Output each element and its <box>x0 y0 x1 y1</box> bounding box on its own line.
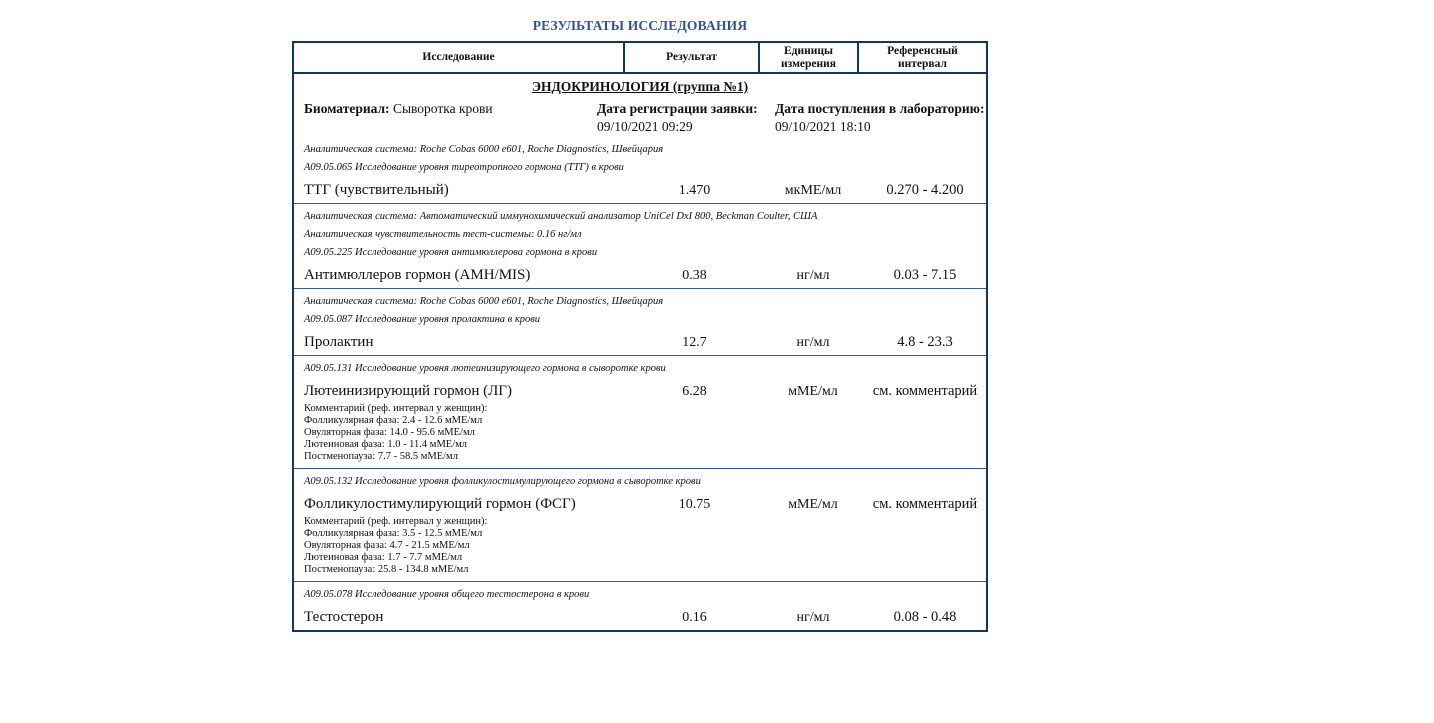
comment-line: Фолликулярная фаза: 2.4 - 12.6 мМЕ/мл <box>304 415 483 426</box>
comment-line: Лютеиновая фаза: 1.7 - 7.7 мМЕ/мл <box>304 552 463 563</box>
report-title: РЕЗУЛЬТАТЫ ИССЛЕДОВАНИЯ <box>532 18 748 33</box>
test-name: Тестостерон <box>304 609 384 625</box>
test-reference: см. комментарий <box>872 496 978 512</box>
comment-line: Лютеиновая фаза: 1.0 - 11.4 мМЕ/мл <box>304 439 467 450</box>
test-reference: 4.8 - 23.3 <box>897 334 953 350</box>
test-block-prolactin <box>294 288 986 355</box>
test-units: нг/мл <box>796 335 830 350</box>
test-result: 0.38 <box>682 268 707 283</box>
received-date-value: 09/10/2021 18:10 <box>775 119 871 134</box>
test-block-lh <box>294 355 986 468</box>
received-date-field <box>775 101 986 135</box>
test-code-note: А09.05.065 Исследование уровня тиреотропного гормона (ТТГ) в крови <box>304 162 624 173</box>
lab-report-document <box>292 18 988 632</box>
test-reference: 0.03 - 7.15 <box>893 267 957 283</box>
registration-date-value: 09/10/2021 09:29 <box>597 119 693 134</box>
test-result: 10.75 <box>678 497 711 512</box>
table-row <box>294 495 986 514</box>
test-units: мМЕ/мл <box>788 497 838 512</box>
test-block-testosterone <box>294 581 986 630</box>
table-row <box>294 266 986 285</box>
comment-line: Постменопауза: 7.7 - 58.5 мМЕ/мл <box>304 451 458 462</box>
test-units: мкМЕ/мл <box>784 183 842 198</box>
test-units: мМЕ/мл <box>788 384 838 399</box>
comment-line: Постменопауза: 25.8 - 134.8 мМЕ/мл <box>304 564 469 575</box>
test-name: ТТГ (чувствительный) <box>304 182 449 198</box>
results-table <box>292 41 988 632</box>
table-row <box>294 608 986 627</box>
test-result: 6.28 <box>682 384 707 399</box>
analytical-system-note: Аналитическая система: Roche Cobas 6000 e601, Roche Diagnostics, Швейцария <box>304 144 664 155</box>
comment-line: Комментарий (реф. интервал у женщин): <box>304 403 488 414</box>
registration-date-label: Дата регистрации заявки: <box>597 101 758 116</box>
analytical-system-note: Аналитическая система: Автоматический иммунохимический анализатор UniCel DxI 800, Beckman Coulter, США <box>304 211 818 222</box>
test-result: 12.7 <box>682 335 707 350</box>
test-block-amh <box>294 203 986 288</box>
test-reference: 0.270 - 4.200 <box>886 182 964 198</box>
test-reference: см. комментарий <box>872 383 978 399</box>
reference-comments <box>304 403 986 463</box>
received-date-label: Дата поступления в лабораторию: <box>775 101 985 116</box>
test-code-note: А09.05.131 Исследование уровня лютеинизирующего гормона в сыворотке крови <box>304 363 666 374</box>
analytical-system-note: Аналитическая система: Roche Cobas 6000 e601, Roche Diagnostics, Швейцария <box>304 296 664 307</box>
biomaterial-value: Сыворотка крови <box>392 101 493 116</box>
section-title-endocrinology: ЭНДОКРИНОЛОГИЯ (группа №1) <box>531 79 749 94</box>
test-result: 0.16 <box>682 610 707 625</box>
sample-info-row <box>294 95 986 137</box>
test-name: Пролактин <box>304 334 374 350</box>
table-header-row <box>294 43 986 74</box>
test-code-note: А09.05.078 Исследование уровня общего тестостерона в крови <box>304 589 590 600</box>
reference-comments <box>304 516 986 576</box>
column-header-reference: Референсный интервал <box>887 45 958 70</box>
table-row <box>294 382 986 401</box>
test-name: Антимюллеров гормон (AMH/MIS) <box>304 267 531 283</box>
comment-line: Овуляторная фаза: 4.7 - 21.5 мМЕ/мл <box>304 540 470 551</box>
test-name: Лютеинизирующий гормон (ЛГ) <box>304 383 512 399</box>
test-name: Фолликулостимулирующий гормон (ФСГ) <box>304 496 576 512</box>
test-reference: 0.08 - 0.48 <box>893 609 957 625</box>
column-header-test: Исследование <box>294 43 625 72</box>
column-header-result: Результат <box>625 43 760 72</box>
comment-line: Комментарий (реф. интервал у женщин): <box>304 516 488 527</box>
column-header-units: Единицы измерения <box>760 43 859 72</box>
test-code-note: А09.05.087 Исследование уровня пролактина в крови <box>304 314 541 325</box>
sensitivity-note: Аналитическая чувствительность тест-системы: 0.16 нг/мл <box>304 229 582 240</box>
test-code-note: А09.05.132 Исследование уровня фолликулостимулирующего гормона в сыворотке крови <box>304 476 701 487</box>
biomaterial-field <box>304 101 597 135</box>
comment-line: Овуляторная фаза: 14.0 - 95.6 мМЕ/мл <box>304 427 475 438</box>
test-result: 1.470 <box>678 183 711 198</box>
test-code-note: А09.05.225 Исследование уровня антимюллерова гормона в крови <box>304 247 598 258</box>
registration-date-field <box>597 101 775 135</box>
table-row <box>294 333 986 352</box>
test-units: нг/мл <box>796 268 830 283</box>
test-block-ttg <box>294 144 986 203</box>
table-row <box>294 181 986 200</box>
biomaterial-label: Биоматериал: <box>304 101 390 116</box>
test-units: нг/мл <box>796 610 830 625</box>
test-block-fsh <box>294 468 986 581</box>
comment-line: Фолликулярная фаза: 3.5 - 12.5 мМЕ/мл <box>304 528 483 539</box>
